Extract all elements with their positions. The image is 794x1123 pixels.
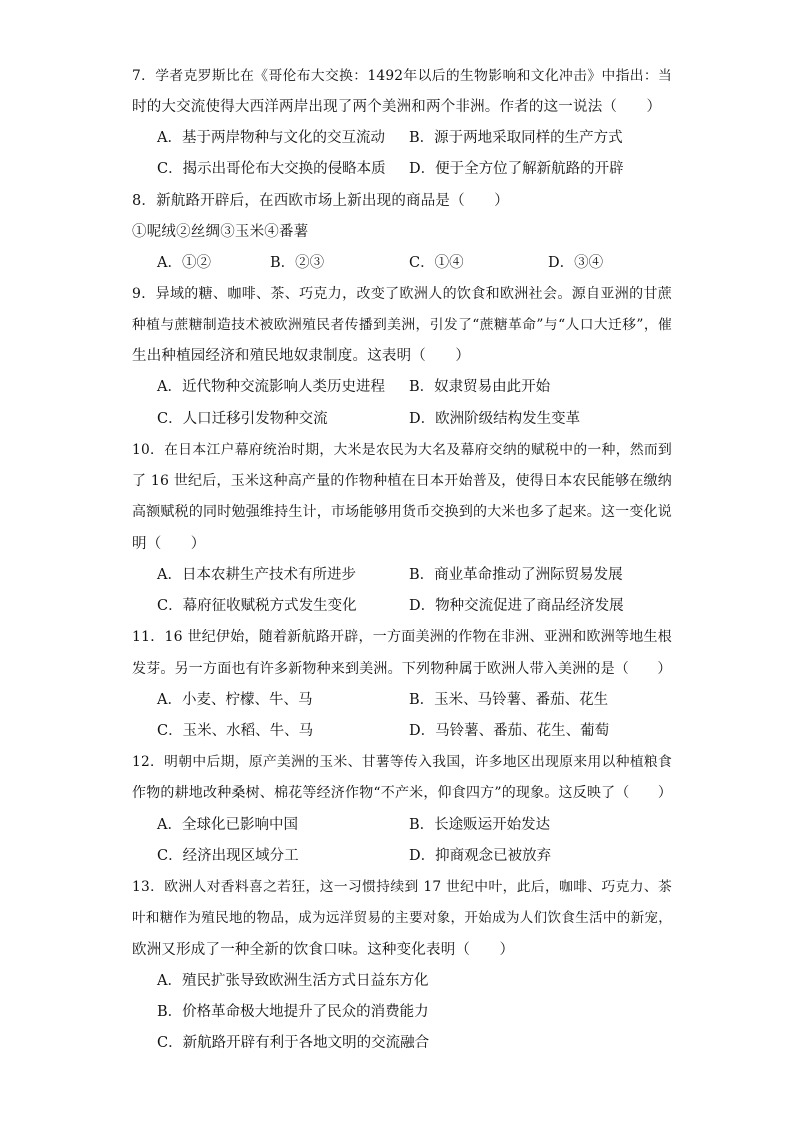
question-8-option-b: B．②③ <box>270 255 325 271</box>
question-8-option-a: A．①② <box>157 255 211 271</box>
question-9-option-c: C．人口迁移引发物种交流 <box>157 411 328 427</box>
question-9-stem-line-2: 种植与蔗糖制造技术被欧洲殖民者传播到美洲，引发了“蔗糖革命”与“人口大迁移”，催 <box>132 317 672 333</box>
question-9-stem-line-1: 9．异域的糖、咖啡、茶、巧克力，改变了欧洲人的饮食和欧洲社会。源自亚洲的甘蔗 <box>132 286 672 302</box>
question-10-stem-line-4: 明（ ） <box>132 536 206 552</box>
question-12-option-c: C．经济出现区域分工 <box>157 848 299 864</box>
question-12-option-a: A．全球化已影响中国 <box>157 817 298 833</box>
question-11-option-a: A．小麦、柠檬、牛、马 <box>157 692 313 708</box>
question-12-stem-line-2: 作物的耕地改种桑树、棉花等经济作物“不产米，仰食四方”的现象。这反映了（ ） <box>132 785 673 801</box>
question-11-stem-line-2: 发芽。另一方面也有许多新物种来到美洲。下列物种属于欧洲人带入美洲的是（ ） <box>132 661 672 677</box>
question-13-stem-line-2: 叶和糖作为殖民地的物品，成为远洋贸易的主要对象，开始成为人们饮食生活中的新宠， <box>132 910 672 926</box>
question-12-option-b: B．长途贩运开始发达 <box>409 817 551 833</box>
question-13-option-a: A．殖民扩张导致欧洲生活方式日益东方化 <box>157 973 429 989</box>
question-7-option-d: D．便于全方位了解新航路的开辟 <box>409 161 624 177</box>
question-7-option-c: C．揭示出哥伦布大交换的侵略本质 <box>157 161 386 177</box>
question-9-option-a: A．近代物种交流影响人类历史进程 <box>157 379 385 395</box>
question-11-stem-line-1: 11．16 世纪伊始，随着新航路开辟，一方面美洲的作物在非洲、亚洲和欧洲等地生根 <box>132 629 672 645</box>
question-13-option-c: C．新航路开辟有利于各地文明的交流融合 <box>157 1035 430 1051</box>
question-9-option-b: B．奴隶贸易由此开始 <box>409 379 551 395</box>
question-10-stem-line-1: 10．在日本江户幕府统治时期，大米是农民为大名及幕府交纳的赋税中的一种，然而到 <box>132 442 672 458</box>
question-10-option-a: A．日本农耕生产技术有所进步 <box>157 567 356 583</box>
question-8-option-c: C．①④ <box>409 255 464 271</box>
question-7-option-a: A．基于两岸物种与文化的交互流动 <box>157 130 385 146</box>
question-8-stem-line-1: 8．新航路开辟后，在西欧市场上新出现的商品是（ ） <box>132 193 509 209</box>
question-8-option-d: D．③④ <box>548 255 604 271</box>
question-9-option-d: D．欧洲阶级结构发生变革 <box>409 411 581 427</box>
question-10-option-d: D．物种交流促进了商品经济发展 <box>409 598 624 614</box>
question-10-stem-line-3: 高额赋税的同时勉强维持生计，市场能够用货币交换到的大米也多了起来。这一变化说 <box>132 504 672 520</box>
question-10-stem-line-2: 了 16 世纪后，玉米这种高产量的作物种植在日本开始普及，使得日本农民能够在缴纳 <box>132 473 672 489</box>
question-12-option-d: D．抑商观念已被放弃 <box>409 848 552 864</box>
question-8-stem-line-2: ①呢绒②丝绸③玉米④番薯 <box>132 224 309 240</box>
question-7-option-b: B．源于两地采取同样的生产方式 <box>409 130 623 146</box>
question-11-option-d: D．马铃薯、番茄、花生、葡萄 <box>409 723 610 739</box>
question-9-stem-line-3: 生出种植园经济和殖民地奴隶制度。这表明（ ） <box>132 348 471 364</box>
question-11-option-b: B．玉米、马铃薯、番茄、花生 <box>409 692 609 708</box>
question-11-option-c: C．玉米、水稻、牛、马 <box>157 723 314 739</box>
question-13-stem-line-1: 13．欧洲人对香料喜之若狂，这一习惯持续到 17 世纪中叶，此后，咖啡、巧克力、茶 <box>132 879 672 895</box>
question-13-stem-line-3: 欧洲又形成了一种全新的饮食口味。这种变化表明（ ） <box>132 942 515 958</box>
question-7-stem-line-1: 7．学者克罗斯比在《哥伦布大交换：1492年以后的生物影响和文化冲击》中指出：当 <box>132 68 672 84</box>
question-12-stem-line-1: 12．明朝中后期，原产美洲的玉米、甘薯等传入我国，许多地区出现原来用以种植粮食 <box>132 754 672 770</box>
question-7-stem-line-2: 时的大交流使得大西洋两岸出现了两个美洲和两个非洲。作者的这一说法（ ） <box>132 99 662 115</box>
question-10-option-b: B．商业革命推动了洲际贸易发展 <box>409 567 623 583</box>
question-13-option-b: B．价格革命极大地提升了民众的消费能力 <box>157 1004 429 1020</box>
question-10-option-c: C．幕府征收赋税方式发生变化 <box>157 598 357 614</box>
